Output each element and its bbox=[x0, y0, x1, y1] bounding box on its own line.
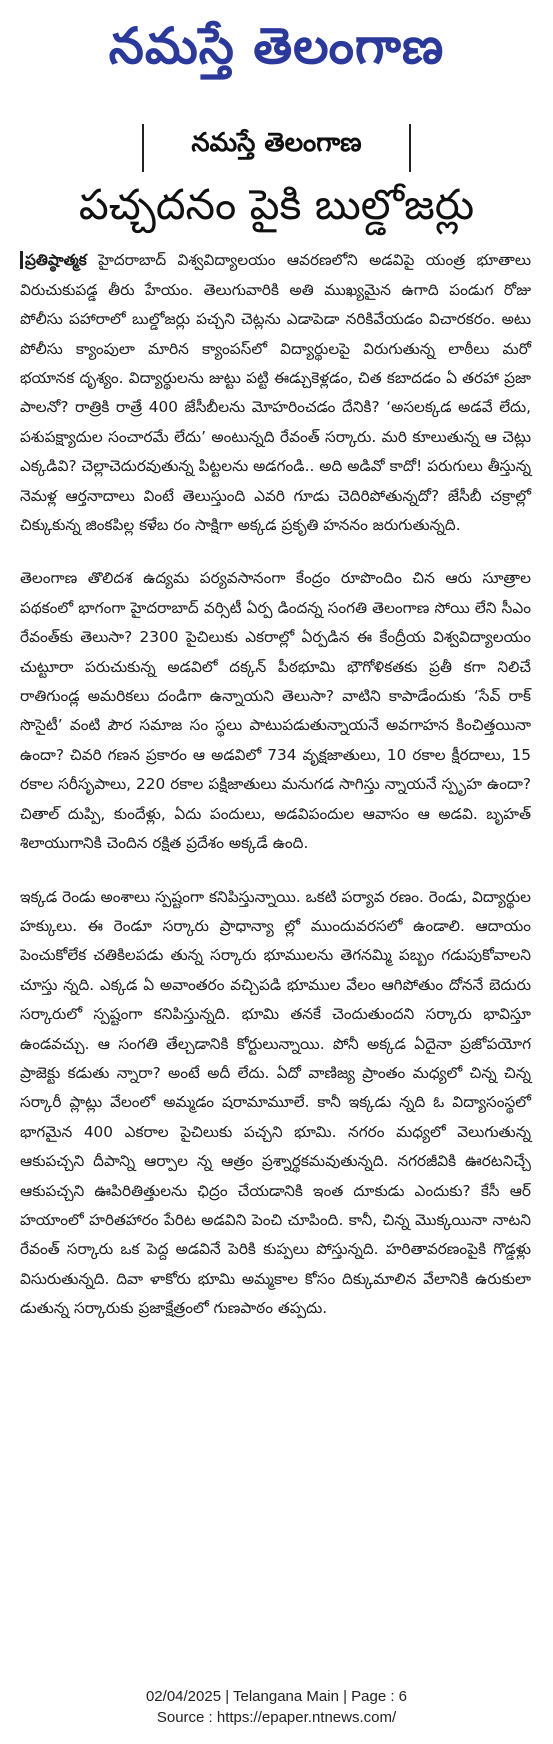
logo-divider-right bbox=[409, 124, 411, 172]
lead-word: ప్రతిష్ఠాత్మక bbox=[20, 251, 87, 269]
article-paragraph-1 bbox=[20, 246, 531, 540]
footer-source: Source : https://epaper.ntnews.com/ bbox=[156, 1709, 397, 1726]
masthead-title: నమస్తే తెలంగాణ bbox=[108, 17, 445, 75]
section-logo bbox=[20, 118, 533, 174]
masthead bbox=[0, 0, 553, 92]
page-footer bbox=[0, 1686, 553, 1728]
paragraph-1-text: హైదరాబాద్ విశ్వవిద్యాలయం ఆవరణలోని అడవిపై యంత్ర భూతాలు విరుచుకుపడ్డ తీరు హేయం. తెలుగువారికి అతి ముఖ్యమైన ఉగాది పండుగ రోజు పోలీసు పహారాలో బుల్డోజర్లు పచ్చని చెట్లను ఎడాపెడా నరికివేయడం విచారకరం. అటు పోలీసు క్యాంపులా మారిన క్యాంపస్‌లో విద్యార్థులపై విరుగుతున్న లాఠీలు మరో భయానక దృశ్యం. విద్యార్థులను జుట్టు పట్టి ఈడ్చుకెళ్లడం, చిత కబాదడం ఏ తరహా ప్రజా పాలనో? రాత్రికి రాత్రే 400 జేసీబీలను మోహరించడం దేనికి? ‘అసలక్కడ అడవే లేదు, పశుపక్ష్యాదుల సంచారమే లేదు’ అంటున్నది రేవంత్ సర్కారు. మరి కూలుతున్న ఆ చెట్లు ఎక్కడివి? చెల్లాచెదురవుతున్న పిట్టలను అడగండి.. అది అడివో కాదో! పరుగులు తీస్తున్న నెమళ్ల ఆర్తనాదాలు వింటే తెలుస్తుంది ఎవరి గూడు చెదిరిపోతున్నదో? జేసీబీ చక్రాల్లో చిక్కుకున్న జింకపిల్ల కళేబ రం సాక్షిగా అక్కడ ప్రకృతి హననం జరుగుతున్నది. bbox=[20, 251, 531, 535]
section-logo-text: నమస్తే తెలంగాణ bbox=[191, 128, 362, 158]
article-headline: పచ్చదనం పైకి బుల్డోజర్లు bbox=[78, 180, 475, 229]
footer-edition-info: 02/04/2025 | Telangana Main | Page : 6 bbox=[145, 1688, 408, 1705]
article-paragraph-2: తెలంగాణ తొలిదశ ఉద్యమ పర్యవసానంగా కేంద్రం రూపొందిం చిన ఆరు సూత్రాల పథకంలో భాగంగా హైదరాబాద్ వర్సిటీ ఏర్ప డిందన్న సంగతి తెలంగాణ సోయి లేని సీఎం రేవంత్‌కు తెలుసా? 2300 పైచిలుకు ఎకరాల్లో ఏర్పడిన ఈ కేంద్రీయ విశ్వవిద్యాలయం చుట్టూరా పరుచుకున్న అడవిలో దక్కన్ పీఠభూమి భౌగోళికతకు ప్రతీ కగా నిలిచే రాతిగుండ్ల అమరికలు దండిగా ఉన్నాయని తెలుసా? వాటిని కాపాడేందుకు ‘సేవ్ రాక్ సొసైటీ’ వంటి పౌర సమాజ సం స్థలు పాటుపడుతున్నాయనే అవగాహన కించిత్తయినా ఉందా? చివరి గణన ప్రకారం ఆ అడవిలో 734 వృక్షజాతులు, 10 రకాల క్షీరదాలు, 15 రకాల సరీసృపాలు, 220 రకాల పక్షిజాతులు మనుగడ సాగిస్తు న్నాయనే స్పృహ ఉందా? చితాల్ దుప్పి, కుందేళ్లు, ఏదు పందులు, అడవిపందుల ఆవాసం ఆ అడవి. బృహత్ శిలాయుగానికి చెందిన రక్షిత ప్రదేశం అక్కడే ఉంది. bbox=[20, 569, 531, 853]
article-paragraph-3: ఇక్కడ రెండు అంశాలు స్పష్టంగా కనిపిస్తున్నాయి. ఒకటి పర్యావ రణం. రెండు, విద్యార్థుల హక్కులు. ఈ రెండూ సర్కారు ప్రాధాన్యా ల్లో ముందువరసలో ఉండాలి. ఆదాయం పెంచుకోలేక చతికిలపడు తున్న సర్కారు భూములను తెగనమ్మి పబ్బం గడుపుకోవాలని చూస్తు న్నది. ఎక్కడ ఏ అవాంతరం వచ్చిపడి భూముల వేలం ఆగిపోతుం దోననే బెదురు సర్కారులో స్పష్టంగా కనిపిస్తున్నది. భూమి తనకే చెందుతుందని సర్కారు భావిస్తూ ఉండవచ్చు. ఆ సంగతి తేల్చడానికి కోర్టులున్నాయి. పోనీ అక్కడ ఏదైనా ప్రజోపయోగ ప్రాజెక్టు కడుతు న్నారా? అంటే అదీ లేదు. ఏదో వాణిజ్య ప్రాంతం మధ్యలో చిన్న చిన్న సర్కారీ ప్లాట్లు వేలంలో అమ్మడం షరామామూలే. కానీ ఇక్కడు న్నది ఓ విద్యాసంస్థలో భాగమైన 400 ఎకరాల పైచిలుకు పచ్చని భూమి. నగరం మధ్యలో వెలుగుతున్న ఆకుపచ్చని దీపాన్ని ఆర్పాల న్న ఆత్రం ప్రశ్నార్థకమవుతున్నది. నగరజీవికి ఊరటనిచ్చే ఆకుపచ్చని ఊపిరితిత్తులను ఛిద్రం చేయడానికి ఇంత దూకుడు ఎందుకు? కేసీ ఆర్ హయాంలో హరితహారం పేరిట అడవిని పెంచి చూపింది. కానీ, చిన్న మొక్కయినా నాటని రేవంత్ సర్కారు ఒక పెద్ద అడవినే పెరికి కుప్పలు పోస్తున్నది. హరితావరణంపైకి గొడ్డళ్లు విసురుతున్నది. దివా ళాకోరు భూమి అమ్మకాల కోసం దిక్కుమాలిన వేలానికి ఉరుకులా డుతున్న సర్కారుకు ప్రజాక్షేత్రంలో గుణపాఠం తప్పదు. bbox=[20, 887, 531, 1318]
editorial-article bbox=[0, 118, 553, 1348]
